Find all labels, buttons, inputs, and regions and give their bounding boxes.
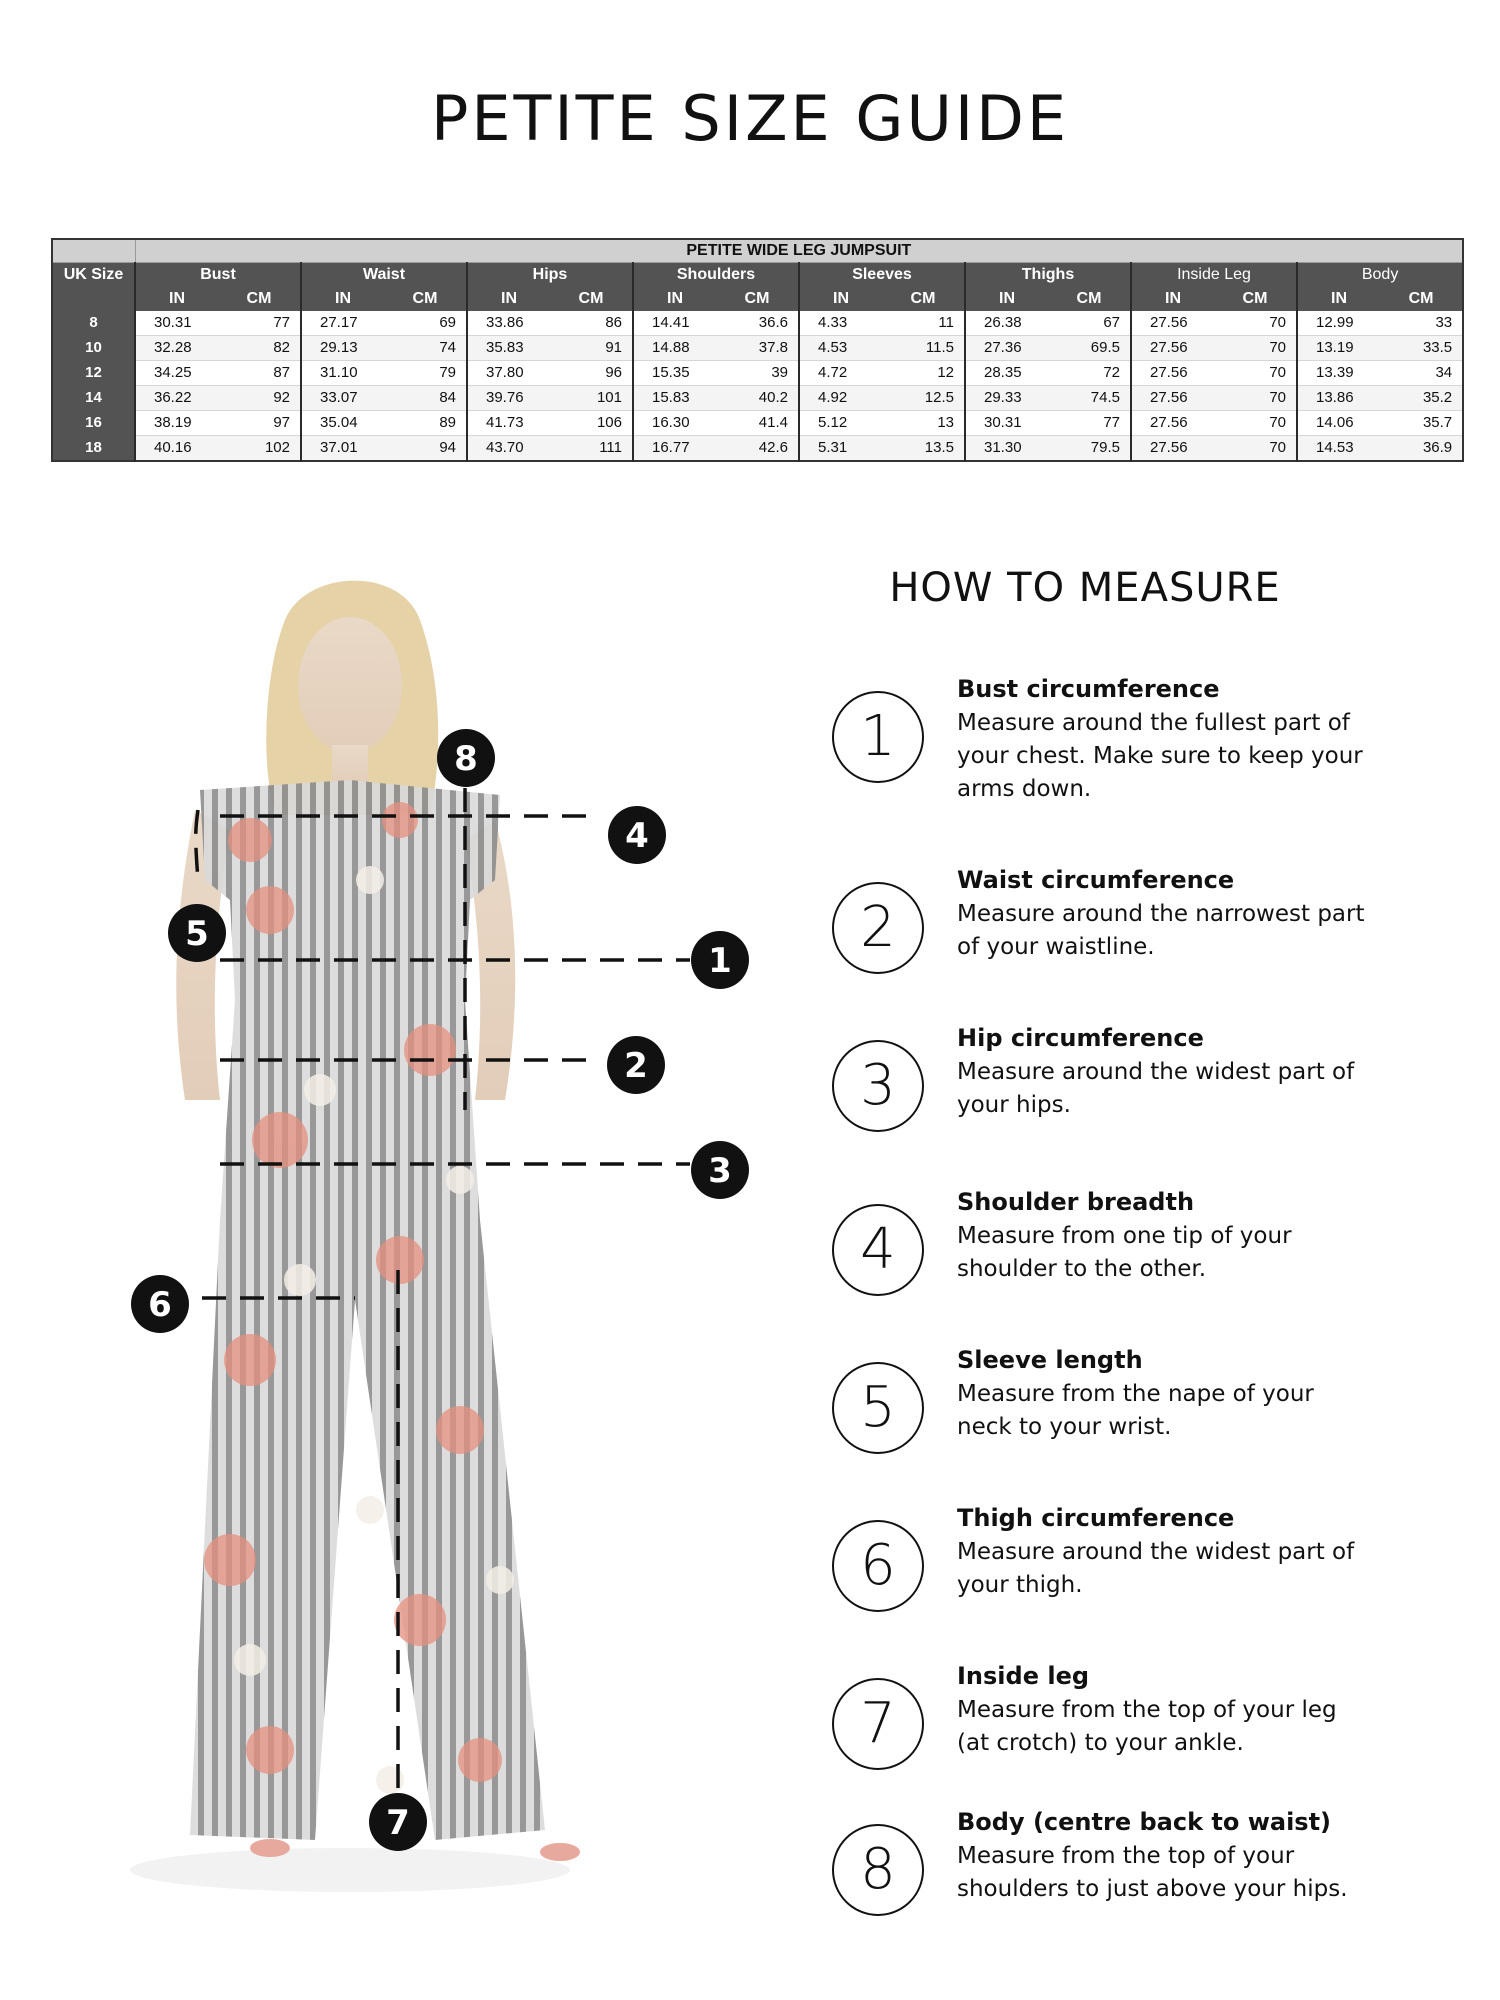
value-in-cell: 30.31 <box>135 311 218 336</box>
value-in-cell: 4.53 <box>799 336 882 361</box>
value-cm-cell: 11 <box>882 311 965 336</box>
value-cm-cell: 12 <box>882 361 965 386</box>
value-cm-cell: 101 <box>550 386 633 411</box>
uk-size-cell: 10 <box>52 336 135 361</box>
value-cm-cell: 41.4 <box>716 411 799 436</box>
neck <box>332 745 368 785</box>
value-in-cell: 14.88 <box>633 336 716 361</box>
uk-size-header: UK Size <box>52 263 135 288</box>
unit-header-in: IN <box>633 287 716 311</box>
value-in-cell: 15.35 <box>633 361 716 386</box>
marker-3-label: 3 <box>708 1151 732 1191</box>
value-cm-cell: 74.5 <box>1048 386 1131 411</box>
table-corner <box>52 239 135 263</box>
page-title: PETITE SIZE GUIDE <box>430 82 1070 155</box>
step-heading: Thigh circumference <box>957 1504 1235 1532</box>
value-in-cell: 16.77 <box>633 436 716 462</box>
value-in-cell: 13.19 <box>1297 336 1380 361</box>
value-in-cell: 15.83 <box>633 386 716 411</box>
unit-header-cm: CM <box>1380 287 1463 311</box>
value-in-cell: 36.22 <box>135 386 218 411</box>
step-description: Measure around the widest part of your thigh. <box>957 1539 1355 1598</box>
unit-header-in: IN <box>467 287 550 311</box>
value-cm-cell: 70 <box>1214 336 1297 361</box>
step-waist <box>832 866 1392 996</box>
table-row <box>52 361 1463 386</box>
step-number-circle: 4 <box>832 1204 924 1296</box>
value-cm-cell: 84 <box>384 386 467 411</box>
value-in-cell: 28.35 <box>965 361 1048 386</box>
step-inside-leg <box>832 1662 1392 1792</box>
value-in-cell: 35.04 <box>301 411 384 436</box>
marker-6-label: 6 <box>148 1285 172 1325</box>
model-illustration <box>100 580 780 1910</box>
uk-size-cell: 16 <box>52 411 135 436</box>
col-header-hips: Hips <box>467 263 633 288</box>
uk-size-cell: 8 <box>52 311 135 336</box>
value-cm-cell: 69 <box>384 311 467 336</box>
value-in-cell: 5.12 <box>799 411 882 436</box>
floor-shadow <box>130 1848 570 1892</box>
unit-header-cm: CM <box>716 287 799 311</box>
value-in-cell: 14.06 <box>1297 411 1380 436</box>
marker-6 <box>131 1275 189 1333</box>
wide-leg-trousers <box>190 1000 545 1840</box>
value-in-cell: 31.10 <box>301 361 384 386</box>
value-in-cell: 4.92 <box>799 386 882 411</box>
value-in-cell: 12.99 <box>1297 311 1380 336</box>
value-cm-cell: 33.5 <box>1380 336 1463 361</box>
marker-7 <box>369 1793 427 1851</box>
table-row <box>52 386 1463 411</box>
marker-2 <box>607 1036 665 1094</box>
col-header-body: Body <box>1297 263 1463 288</box>
marker-4-label: 4 <box>625 816 649 856</box>
unit-header-in: IN <box>965 287 1048 311</box>
value-in-cell: 33.07 <box>301 386 384 411</box>
value-in-cell: 43.70 <box>467 436 550 462</box>
value-cm-cell: 12.5 <box>882 386 965 411</box>
right-foot <box>540 1843 580 1861</box>
col-header-thighs: Thighs <box>965 263 1131 288</box>
value-cm-cell: 86 <box>550 311 633 336</box>
table-row <box>52 311 1463 336</box>
value-in-cell: 29.13 <box>301 336 384 361</box>
marker-4 <box>608 806 666 864</box>
step-thigh <box>832 1504 1392 1634</box>
value-in-cell: 4.72 <box>799 361 882 386</box>
value-in-cell: 41.73 <box>467 411 550 436</box>
value-in-cell: 27.17 <box>301 311 384 336</box>
value-cm-cell: 40.2 <box>716 386 799 411</box>
step-heading: Inside leg <box>957 1662 1090 1690</box>
unit-header-blank <box>52 287 135 311</box>
value-in-cell: 31.30 <box>965 436 1048 462</box>
value-in-cell: 37.80 <box>467 361 550 386</box>
col-header-sleeves: Sleeves <box>799 263 965 288</box>
step-number-circle: 3 <box>832 1040 924 1132</box>
unit-header-in: IN <box>135 287 218 311</box>
value-cm-cell: 96 <box>550 361 633 386</box>
value-cm-cell: 39 <box>716 361 799 386</box>
value-cm-cell: 74 <box>384 336 467 361</box>
face <box>298 617 402 753</box>
value-cm-cell: 13.5 <box>882 436 965 462</box>
unit-header-in: IN <box>1297 287 1380 311</box>
value-in-cell: 27.56 <box>1131 436 1214 462</box>
value-cm-cell: 35.7 <box>1380 411 1463 436</box>
step-number-circle: 5 <box>832 1362 924 1454</box>
unit-header-cm: CM <box>1214 287 1297 311</box>
value-cm-cell: 13 <box>882 411 965 436</box>
value-in-cell: 29.33 <box>965 386 1048 411</box>
value-in-cell: 40.16 <box>135 436 218 462</box>
unit-header-in: IN <box>301 287 384 311</box>
step-description: Measure from the nape of your neck to your wrist. <box>957 1381 1314 1440</box>
unit-header-cm: CM <box>882 287 965 311</box>
value-cm-cell: 79.5 <box>1048 436 1131 462</box>
value-in-cell: 4.33 <box>799 311 882 336</box>
step-bust <box>832 675 1392 805</box>
unit-header-cm: CM <box>550 287 633 311</box>
marker-1 <box>691 931 749 989</box>
value-in-cell: 5.31 <box>799 436 882 462</box>
marker-7-label: 7 <box>386 1803 410 1843</box>
value-cm-cell: 70 <box>1214 311 1297 336</box>
value-in-cell: 27.56 <box>1131 311 1214 336</box>
value-cm-cell: 102 <box>218 436 301 462</box>
marker-8 <box>437 729 495 787</box>
value-in-cell: 26.38 <box>965 311 1048 336</box>
table-row <box>52 336 1463 361</box>
value-cm-cell: 36.9 <box>1380 436 1463 462</box>
value-in-cell: 27.36 <box>965 336 1048 361</box>
value-cm-cell: 36.6 <box>716 311 799 336</box>
value-cm-cell: 70 <box>1214 386 1297 411</box>
step-description: Measure around the widest part of your hips. <box>957 1059 1355 1118</box>
left-foot <box>250 1839 290 1857</box>
value-in-cell: 16.30 <box>633 411 716 436</box>
step-heading: Waist circumference <box>957 866 1235 894</box>
bodice <box>200 780 500 1000</box>
value-cm-cell: 37.8 <box>716 336 799 361</box>
value-cm-cell: 91 <box>550 336 633 361</box>
value-cm-cell: 77 <box>218 311 301 336</box>
col-header-waist: Waist <box>301 263 467 288</box>
table-row <box>52 411 1463 436</box>
uk-size-cell: 14 <box>52 386 135 411</box>
col-header-shoulders: Shoulders <box>633 263 799 288</box>
value-in-cell: 32.28 <box>135 336 218 361</box>
marker-2-label: 2 <box>624 1046 648 1086</box>
value-in-cell: 33.86 <box>467 311 550 336</box>
step-number-circle: 8 <box>832 1824 924 1916</box>
value-cm-cell: 94 <box>384 436 467 462</box>
table-row <box>52 436 1463 462</box>
value-cm-cell: 34 <box>1380 361 1463 386</box>
value-cm-cell: 79 <box>384 361 467 386</box>
value-in-cell: 13.39 <box>1297 361 1380 386</box>
value-cm-cell: 42.6 <box>716 436 799 462</box>
value-cm-cell: 87 <box>218 361 301 386</box>
value-cm-cell: 97 <box>218 411 301 436</box>
value-cm-cell: 92 <box>218 386 301 411</box>
value-in-cell: 35.83 <box>467 336 550 361</box>
value-cm-cell: 111 <box>550 436 633 462</box>
value-cm-cell: 72 <box>1048 361 1131 386</box>
marker-1-label: 1 <box>708 941 732 981</box>
value-in-cell: 38.19 <box>135 411 218 436</box>
value-cm-cell: 70 <box>1214 436 1297 462</box>
value-cm-cell: 35.2 <box>1380 386 1463 411</box>
value-cm-cell: 70 <box>1214 361 1297 386</box>
step-number-circle: 2 <box>832 882 924 974</box>
step-number-circle: 6 <box>832 1520 924 1612</box>
value-cm-cell: 33 <box>1380 311 1463 336</box>
unit-header-in: IN <box>799 287 882 311</box>
col-header-inside-leg: Inside Leg <box>1131 263 1297 288</box>
unit-header-cm: CM <box>384 287 467 311</box>
value-cm-cell: 69.5 <box>1048 336 1131 361</box>
model-figure <box>100 580 780 1910</box>
unit-header-in: IN <box>1131 287 1214 311</box>
step-shoulder <box>832 1188 1392 1318</box>
step-number-circle: 1 <box>832 691 924 783</box>
value-in-cell: 14.41 <box>633 311 716 336</box>
marker-5 <box>168 904 226 962</box>
step-description: Measure from the top of your leg (at crotch) to your ankle. <box>957 1697 1337 1756</box>
step-body <box>832 1808 1392 1938</box>
step-hips <box>832 1024 1392 1154</box>
marker-3 <box>691 1141 749 1199</box>
value-in-cell: 14.53 <box>1297 436 1380 462</box>
value-in-cell: 27.56 <box>1131 336 1214 361</box>
step-description: Measure around the fullest part of your chest. Make sure to keep your arms down. <box>957 710 1363 802</box>
step-description: Measure from the top of your shoulders to just above your hips. <box>957 1843 1348 1902</box>
value-in-cell: 37.01 <box>301 436 384 462</box>
marker-8-label: 8 <box>454 739 478 779</box>
value-cm-cell: 70 <box>1214 411 1297 436</box>
col-header-bust: Bust <box>135 263 301 288</box>
step-heading: Body (centre back to waist) <box>957 1808 1332 1836</box>
value-cm-cell: 89 <box>384 411 467 436</box>
size-table <box>51 238 1464 462</box>
step-sleeve <box>832 1346 1392 1476</box>
value-cm-cell: 67 <box>1048 311 1131 336</box>
value-cm-cell: 11.5 <box>882 336 965 361</box>
step-heading: Sleeve length <box>957 1346 1143 1374</box>
marker-5-label: 5 <box>185 914 209 954</box>
unit-header-cm: CM <box>1048 287 1131 311</box>
uk-size-cell: 18 <box>52 436 135 462</box>
unit-header-cm: CM <box>218 287 301 311</box>
step-heading: Bust circumference <box>957 675 1220 703</box>
step-description: Measure around the narrowest part of your waistline. <box>957 901 1365 960</box>
value-in-cell: 34.25 <box>135 361 218 386</box>
value-in-cell: 13.86 <box>1297 386 1380 411</box>
value-cm-cell: 82 <box>218 336 301 361</box>
value-in-cell: 27.56 <box>1131 361 1214 386</box>
value-cm-cell: 106 <box>550 411 633 436</box>
table-product-name: PETITE WIDE LEG JUMPSUIT <box>135 239 1463 263</box>
step-number-circle: 7 <box>832 1678 924 1770</box>
step-description: Measure from one tip of your shoulder to the other. <box>957 1223 1292 1282</box>
value-in-cell: 39.76 <box>467 386 550 411</box>
how-to-measure-title: HOW TO MEASURE <box>889 565 1281 611</box>
step-heading: Shoulder breadth <box>957 1188 1195 1216</box>
value-in-cell: 30.31 <box>965 411 1048 436</box>
uk-size-cell: 12 <box>52 361 135 386</box>
step-heading: Hip circumference <box>957 1024 1204 1052</box>
value-cm-cell: 77 <box>1048 411 1131 436</box>
value-in-cell: 27.56 <box>1131 411 1214 436</box>
value-in-cell: 27.56 <box>1131 386 1214 411</box>
